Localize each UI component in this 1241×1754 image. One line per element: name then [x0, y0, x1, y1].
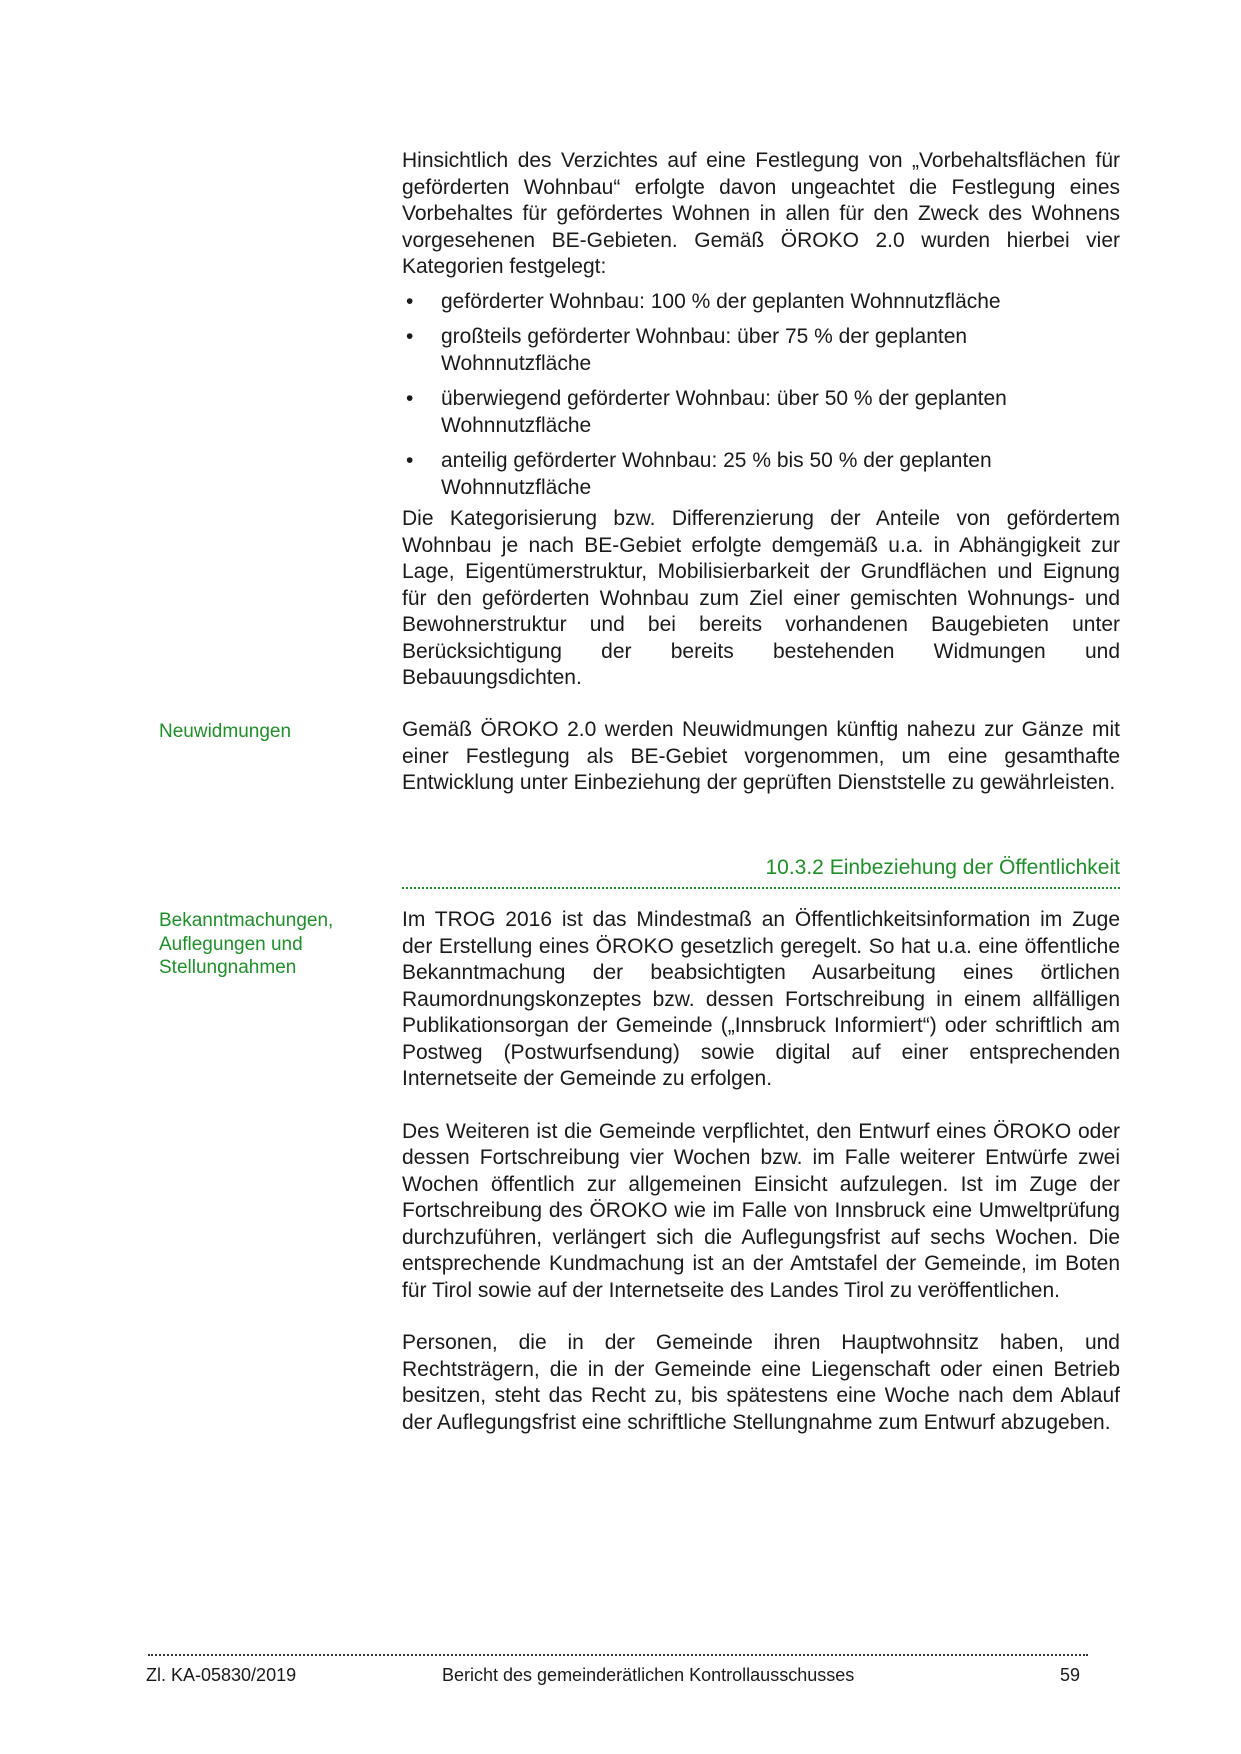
section-body-vorbehalte	[402, 148, 1120, 692]
footer-reference: Zl. KA-05830/2019	[146, 1665, 297, 1685]
section-body-bekanntmachungen	[402, 907, 1120, 1436]
bullet-icon: •	[406, 289, 414, 313]
footer-title: Bericht des gemeinderätlichen Kontrollausschusses	[442, 1665, 855, 1685]
list-item: • überwiegend geförderter Wohnbau: über 50 % der geplanten Wohnnutzfläche	[406, 387, 1007, 437]
page-number: 59	[1060, 1665, 1081, 1685]
margin-label-bekanntmachungen: Bekanntmachungen, Auflegungen und Stellungnahmen	[159, 910, 334, 978]
heading-divider	[402, 887, 1120, 889]
list-item: • anteilig geförderter Wohnbau: 25 % bis 50 % der geplanten Wohnnutzfläche	[406, 449, 992, 499]
category-list	[402, 289, 1120, 502]
list-item: • großteils geförderter Wohnbau: über 75 % der geplanten Wohnnutzfläche	[406, 325, 968, 375]
bullet-icon: •	[406, 449, 414, 472]
paragraph: Personen, die in der Gemeinde ihren Hauptwohnsitz haben, und Rechtsträgern, die in der Gemeinde eine Liegenschaft oder einen Betrieb besitzen, steht das Recht zu, bis spätestens eine Woche nach dem Ablauf der Auflegungsfrist eine schriftliche Stellungnahme zum Entwurf abzugeben.	[402, 1331, 1120, 1434]
footer-divider	[148, 1654, 1088, 1656]
paragraph-outro: Die Kategorisierung bzw. Differenzierung der Anteile von gefördertem Wohnbau je nach BE-Gebiet erfolgte demgemäß u.a. in Abhängigkeit zur Lage, Eigentümerstruktur, Mobilisierbarkeit der Grundflächen und Eignung für den geförderten Wohnbau zum Ziel einer gemischten Wohnungs- und Bewohnerstruktur und bei bereits vorhandenen Baugebieten unter Berücksichtigung der bereits bestehenden Widmungen und Bebauungsdichten.	[402, 507, 1120, 689]
paragraph-intro: Hinsichtlich des Verzichtes auf eine Festlegung von „Vorbehaltsflächen für geförderten Wohnbau“ erfolgte davon ungeachtet die Festlegung eines Vorbehaltes für gefördertes Wohnen in allen für den Zweck des Wohnens vorgesehenen BE-Gebieten. Gemäß ÖROKO 2.0 wurden hierbei vier Kategorien festgelegt:	[402, 149, 1120, 278]
bullet-icon: •	[406, 387, 414, 410]
paragraph: Im TROG 2016 ist das Mindestmaß an Öffentlichkeitsinformation im Zuge der Erstellung eines ÖROKO gesetzlich geregelt. So hat u.a. eine öffentliche Bekanntmachung der beabsichtigten Ausarbeitung eines örtlichen Raumordnungskonzeptes bzw. dessen Fortschreibung in einem allfälligen Publikationsorgan der Gemeinde („Innsbruck Informiert“) oder schriftlich am Postweg (Postwurfsendung) sowie digital auf einer entsprechenden Internetseite der Gemeinde zu erfolgen.	[402, 908, 1120, 1090]
bullet-icon: •	[406, 325, 414, 348]
list-item: • geförderter Wohnbau: 100 % der geplanten Wohnnutzfläche	[402, 289, 1120, 316]
margin-label-neuwidmungen: Neuwidmungen	[159, 721, 292, 742]
section-heading: 10.3.2 Einbeziehung der Öffentlichkeit	[765, 856, 1120, 879]
paragraph-neuwidmungen: Gemäß ÖROKO 2.0 werden Neuwidmungen künftig nahezu zur Gänze mit einer Festlegung als BE-Gebiet vorgenommen, um eine gesamthafte Entwicklung unter Einbeziehung der geprüften Dienststelle zu gewährleisten.	[402, 718, 1120, 794]
paragraph: Des Weiteren ist die Gemeinde verpflichtet, den Entwurf eines ÖROKO oder dessen Fortschreibung vier Wochen bzw. im Falle weiterer Entwürfe zwei Wochen öffentlich zur allgemeinen Einsicht aufzulegen. Ist im Zuge der Fortschreibung des ÖROKO wie im Falle von Innsbruck eine Umweltprüfung durchzuführen, verlängert sich die Auflegungsfrist auf sechs Wochen. Die entsprechende Kundmachung ist an der Amtstafel der Gemeinde, im Boten für Tirol sowie auf der Internetseite des Landes Tirol zu veröffentlichen.	[402, 1119, 1120, 1302]
section-body-neuwidmungen	[402, 717, 1120, 797]
